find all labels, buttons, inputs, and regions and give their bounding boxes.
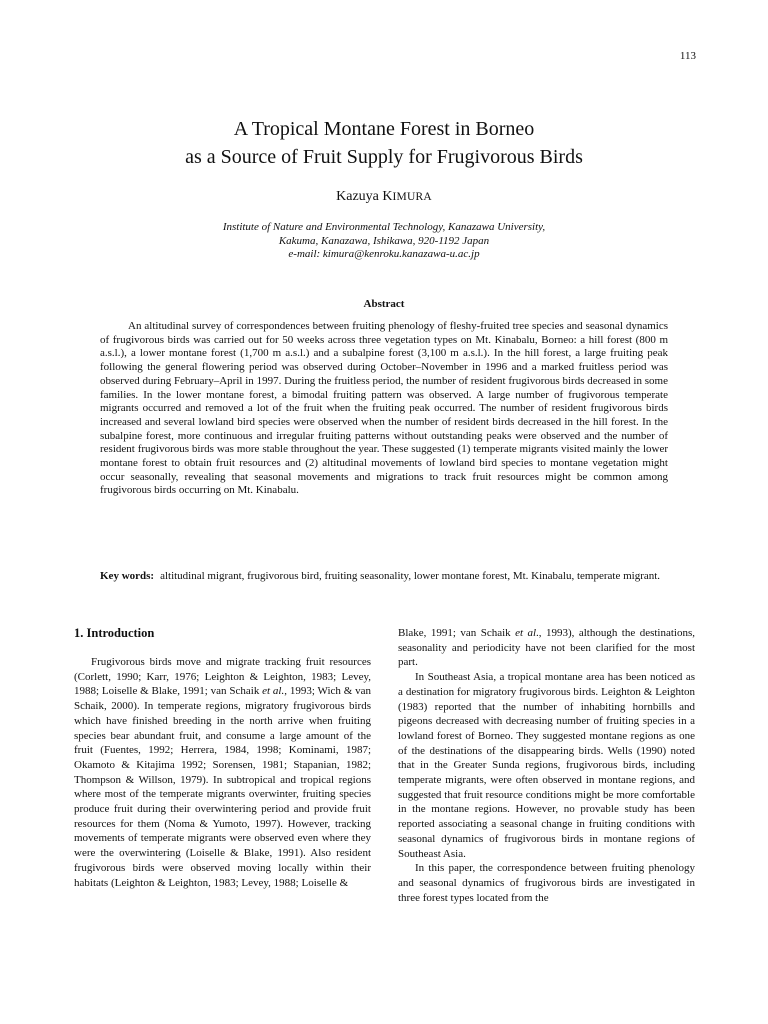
intro-paragraph-1-part-b: , 1993; Wich & van Schaik, 2000). In temperate regions, migratory frugivorous birds which have finished breeding in the north arrive when fruiting species bear abundant fruit, and consume a large amount of the fruit (Fuentes, 1992; Herrera, 1984, 1998; Kominami, 1987; Okamoto & Kitajima 1992; Sorensen, 1981; Stapanian, 1982; Thompson & Willson, 1979). In subtropical and tropical regions where most of the temperate migrants overwinter, fruiting species produce fruit during their overwintering period and provide fruit resources for them (Noma & Yumoto, 1997). However, tracking movements of temperate migrants were observed even where they were the overwintering (Loiselle & Blake, 1991). Also resident frugivorous birds were observed moving locally within their habitats (Leighton & Leighton, 1983; Levey, 1988; Loiselle & [74,685,371,889]
title-line-1: A Tropical Montane Forest in Borneo [233,118,535,140]
author-surname-initial: K [382,189,393,204]
intro-paragraph-1 [74,655,371,890]
intro-paragraph-3: In this paper, the correspondence between fruiting phenology and seasonal dynamics of frugivorous birds are investigated in three forest types located from the [398,862,695,904]
affiliation [0,221,768,262]
et-al-italic: et al [515,627,537,639]
keywords-label: Key words: [100,570,155,582]
author-given-name: Kazuya [336,189,383,204]
author-surname-rest: IMURA [392,191,432,203]
abstract-heading: Abstract [363,298,405,310]
right-column [398,626,695,905]
affiliation-line-1: Institute of Nature and Environmental Technology, Kanazawa University, [222,221,546,233]
title-line-2: as a Source of Fruit Supply for Frugivorous Birds [185,146,583,168]
keywords-text: altitudinal migrant, frugivorous bird, fruiting seasonality, lower montane forest, Mt. Kinabalu, temperate migrant. [160,570,661,582]
page-number: 113 [679,50,696,62]
intro-paragraph-1-part-a: Frugivorous birds move and migrate tracking fruit resources (Corlett, 1990; Karr, 1976; Leighton & Leighton, 1983; Levey, 1988; Loiselle & Blake, 1991; van Schaik [74,656,371,698]
author [0,189,768,205]
section-heading-introduction: 1. Introduction [74,626,155,640]
paper-title [0,115,768,171]
continued-part-b: ., 1993), although the destinations, seasonality and periodicity have not been clarified for the most part. [398,627,695,669]
continued-part-a: Blake, 1991; van Schaik [398,627,516,639]
author-email: e-mail: kimura@kenroku.kanazawa-u.ac.jp [288,248,480,260]
title-block [0,115,768,262]
intro-paragraph-1-continued [398,626,695,670]
left-column [74,626,371,890]
abstract-text: An altitudinal survey of correspondences between fruiting phenology of fleshy-fruited tree species and seasonal dynamics of frugivorous birds was carried out for 50 weeks across three vegetation types on Mt. Kinabalu, Borneo: a hill forest (800 m a.s.l.), a lower montane forest (1,700 m a.s.l.) and a subalpine forest (3,100 m a.s.l.). In the hill forest, a large fruiting peak following the general flowering period was observed during October–November in 1996 and a marked fruitless period was observed during February–April in 1997. During the fruitless period, the number of resident frugivorous birds decreased in some families. In the lower montane forest, a bimodal fruiting pattern was observed. A large number of frugivorous temperate migrants occurred and removed a lot of the fruit when the fruiting peak occurred. The number of resident frugivorous birds increased and several lowland bird species were observed when the number of resident birds decreased in the hill forest. In the subalpine forest, more continuous and irregular fruiting patterns without outstanding peaks were observed and the number of resident frugivorous birds was more stable throughout the year. These suggested (1) temperate migrants visited mainly the lower montane forest to obtain fruit resources and (2) altitudinal movements of lowland bird species to montane vegetation might occur seasonally, revealing that seasonal movements and migrations to track fruit resources might be common among frugivorous birds occurring on Mt. Kinabalu. [100,320,668,497]
et-al-italic: et al. [262,685,285,698]
abstract-body [100,320,668,498]
keywords [100,569,668,583]
affiliation-line-2: Kakuma, Kanazawa, Ishikawa, 920-1192 Japan [278,234,490,247]
intro-paragraph-2: In Southeast Asia, a tropical montane area has been noticed as a destination for migratory frugivorous birds. Leighton & Leighton (1983) reported that the number of inhabiting hornbills and pigeons decreased with decreasing number of fruiting species in a lowland forest of Borneo. They suggested montane regions as one of the destinations of the disappearing birds. Wells (1990) noted that in the Greater Sunda regions, frugivorous birds, including temperate migrants, were often observed in montane regions, and suggested that fruit resource conditions might be more comfortable in the montane regions. However, no provable study has been reported associating a seasonal change in fruiting conditions with seasonal dynamics of frugivorous birds in montane regions of Southeast Asia. [398,671,695,860]
